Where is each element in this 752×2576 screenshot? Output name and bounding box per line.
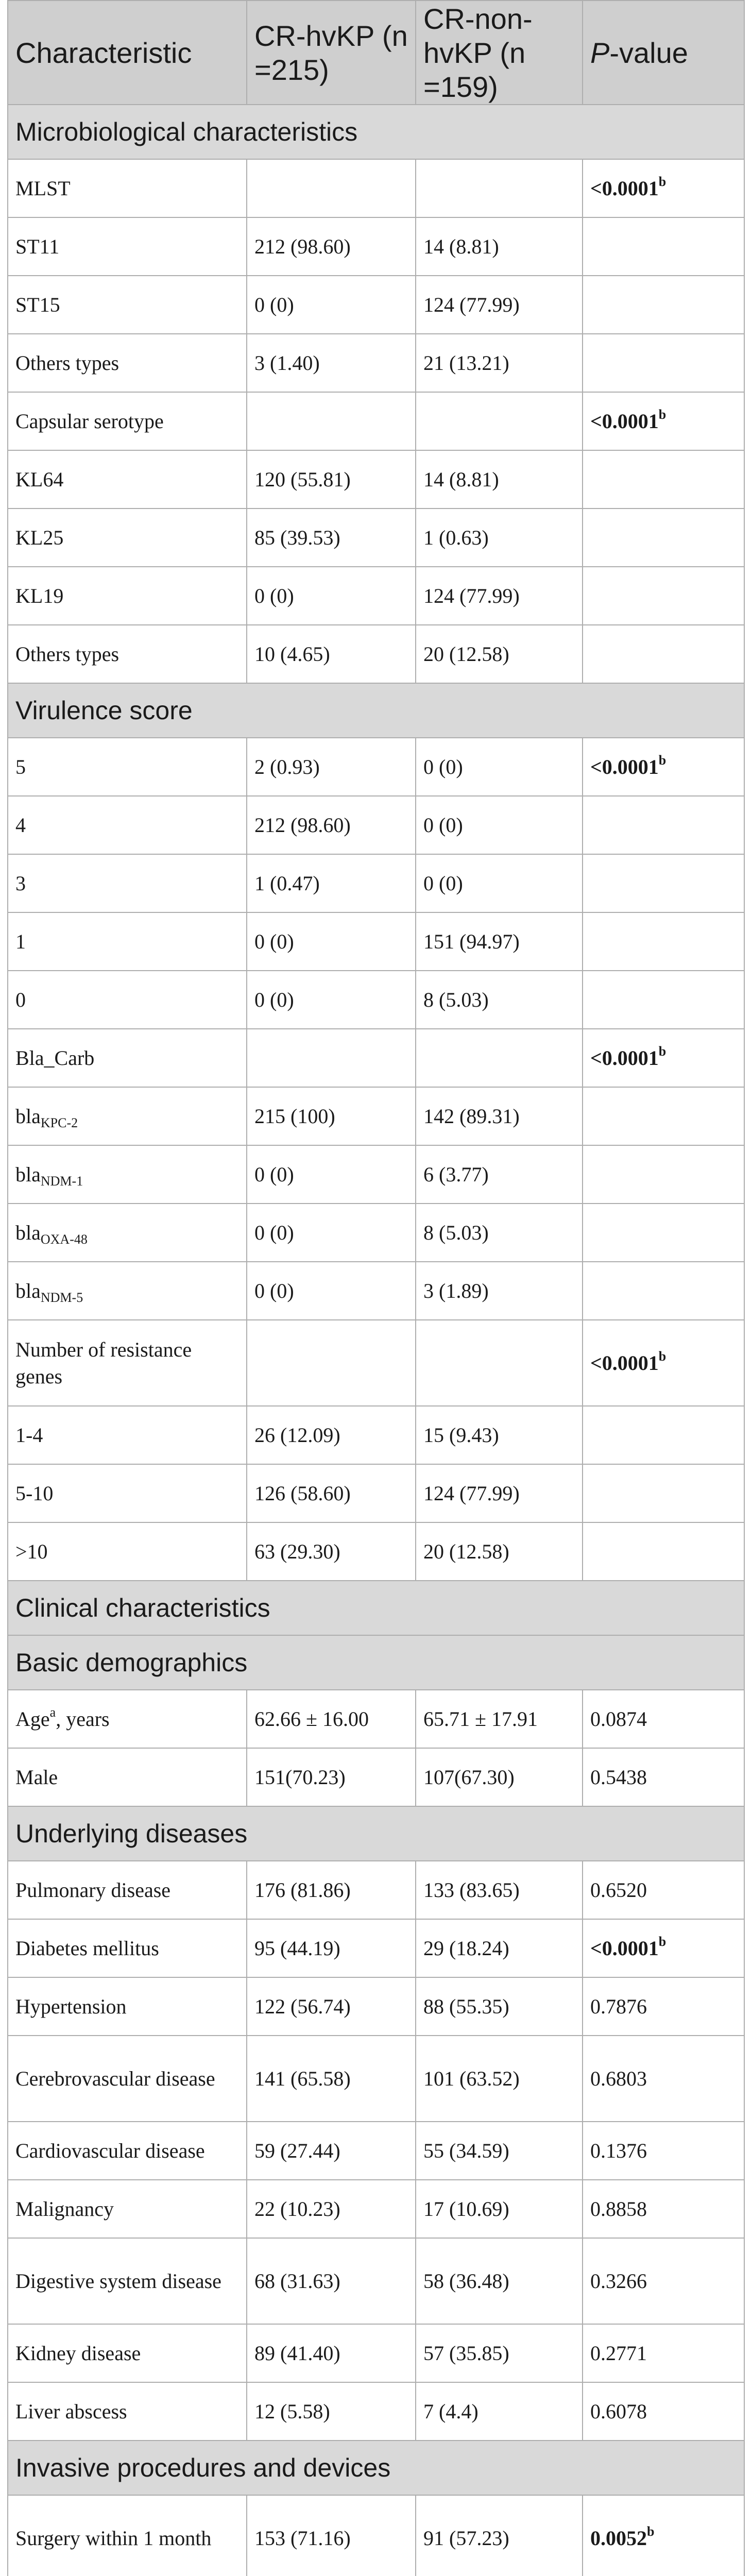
characteristics-table [7, 0, 745, 2576]
cell-characteristic: KL25 [8, 509, 247, 567]
cell-characteristic: 4 [8, 796, 247, 854]
section-label: Microbiological characteristics [8, 105, 744, 159]
table-row [8, 625, 744, 683]
cell-cr-hvkp [247, 159, 416, 217]
cell-characteristic: bla$_{KPC-2}$ [8, 1087, 247, 1145]
cell-p-value: <0.0001$^b$ [583, 1919, 744, 1977]
cell-p-value: 0.8858 [583, 2180, 744, 2238]
cell-cr-hvkp: 0 (0) [247, 1262, 416, 1320]
header-cr-non-hvkp: CR-non-hvKP (n =159) [416, 1, 583, 105]
cell-cr-hvkp: 0 (0) [247, 1204, 416, 1262]
table-row [8, 854, 744, 912]
cell-characteristic: 0 [8, 971, 247, 1029]
cell-characteristic: Kidney disease [8, 2324, 247, 2382]
table-row [8, 912, 744, 971]
cell-cr-hvkp: 26 (12.09) [247, 1406, 416, 1464]
cell-cr-hvkp: 120 (55.81) [247, 450, 416, 509]
cell-p-value [583, 1464, 744, 1522]
table-row [8, 738, 744, 796]
cell-characteristic: MLST [8, 159, 247, 217]
cell-cr-non-hvkp: 133 (83.65) [416, 1861, 583, 1919]
cell-p-value [583, 912, 744, 971]
cell-p-value [583, 509, 744, 567]
cell-characteristic: 5-10 [8, 1464, 247, 1522]
section-label: Clinical characteristics [8, 1581, 744, 1635]
cell-characteristic: ST11 [8, 217, 247, 276]
table-row [8, 1919, 744, 1977]
cell-p-value [583, 854, 744, 912]
table-row [8, 2238, 744, 2324]
cell-characteristic: bla$_{NDM-1}$ [8, 1145, 247, 1204]
cell-p-value [583, 334, 744, 392]
cell-cr-hvkp: 0 (0) [247, 567, 416, 625]
table-row [8, 1861, 744, 1919]
section-label: Invasive procedures and devices [8, 2441, 744, 2495]
cell-cr-non-hvkp: 21 (13.21) [416, 334, 583, 392]
cell-cr-hvkp: 89 (41.40) [247, 2324, 416, 2382]
cell-cr-hvkp: 22 (10.23) [247, 2180, 416, 2238]
cell-p-value [583, 1406, 744, 1464]
cell-cr-non-hvkp: 88 (55.35) [416, 1977, 583, 2036]
cell-p-value: 0.0052$^b$ [583, 2495, 744, 2576]
header-p-value: P-value [583, 1, 744, 105]
cell-p-value: 0.1376 [583, 2122, 744, 2180]
cell-cr-hvkp: 0 (0) [247, 971, 416, 1029]
cell-p-value [583, 971, 744, 1029]
cell-cr-non-hvkp: 65.71 ± 17.91 [416, 1690, 583, 1748]
cell-p-value: 0.2771 [583, 2324, 744, 2382]
cell-cr-hvkp: 215 (100) [247, 1087, 416, 1145]
cell-characteristic: Pulmonary disease [8, 1861, 247, 1919]
cell-cr-non-hvkp: 8 (5.03) [416, 971, 583, 1029]
cell-cr-hvkp: 176 (81.86) [247, 1861, 416, 1919]
cell-cr-hvkp: 95 (44.19) [247, 1919, 416, 1977]
cell-p-value: 0.3266 [583, 2238, 744, 2324]
cell-cr-non-hvkp: 0 (0) [416, 796, 583, 854]
table-row [8, 796, 744, 854]
cell-cr-hvkp: 0 (0) [247, 912, 416, 971]
table-row [8, 334, 744, 392]
cell-p-value [583, 276, 744, 334]
cell-cr-non-hvkp: 0 (0) [416, 854, 583, 912]
cell-cr-hvkp: 126 (58.60) [247, 1464, 416, 1522]
cell-characteristic: Bla_Carb [8, 1029, 247, 1087]
cell-characteristic: ST15 [8, 276, 247, 334]
cell-cr-non-hvkp [416, 1029, 583, 1087]
cell-cr-hvkp [247, 1029, 416, 1087]
table-row [8, 276, 744, 334]
cell-cr-hvkp: 68 (31.63) [247, 2238, 416, 2324]
cell-cr-non-hvkp: 58 (36.48) [416, 2238, 583, 2324]
section-row [8, 1635, 744, 1690]
cell-cr-hvkp: 141 (65.58) [247, 2036, 416, 2122]
cell-characteristic: Liver abscess [8, 2382, 247, 2441]
cell-cr-hvkp: 153 (71.16) [247, 2495, 416, 2576]
table-row [8, 1748, 744, 1806]
cell-cr-hvkp: 122 (56.74) [247, 1977, 416, 2036]
table-row [8, 1204, 744, 1262]
cell-characteristic: 1-4 [8, 1406, 247, 1464]
table-row [8, 2382, 744, 2441]
cell-cr-non-hvkp: 17 (10.69) [416, 2180, 583, 2238]
cell-p-value [583, 1204, 744, 1262]
cell-p-value: 0.6520 [583, 1861, 744, 1919]
section-row [8, 105, 744, 159]
header-characteristic: Characteristic [8, 1, 247, 105]
cell-p-value [583, 625, 744, 683]
table-row [8, 1690, 744, 1748]
cell-characteristic: KL64 [8, 450, 247, 509]
cell-cr-non-hvkp: 57 (35.85) [416, 2324, 583, 2382]
cell-cr-non-hvkp [416, 392, 583, 450]
cell-cr-hvkp: 85 (39.53) [247, 509, 416, 567]
table-container [7, 0, 744, 2576]
table-row [8, 1406, 744, 1464]
cell-characteristic: Others types [8, 625, 247, 683]
cell-p-value: <0.0001$^b$ [583, 1320, 744, 1406]
cell-p-value: 0.7876 [583, 1977, 744, 2036]
cell-characteristic: Malignancy [8, 2180, 247, 2238]
cell-cr-non-hvkp: 15 (9.43) [416, 1406, 583, 1464]
table-row [8, 450, 744, 509]
cell-characteristic: Male [8, 1748, 247, 1806]
table-row [8, 1522, 744, 1581]
cell-cr-non-hvkp: 1 (0.63) [416, 509, 583, 567]
cell-cr-hvkp: 59 (27.44) [247, 2122, 416, 2180]
cell-characteristic: 1 [8, 912, 247, 971]
section-label: Virulence score [8, 683, 744, 738]
cell-cr-hvkp [247, 1320, 416, 1406]
cell-cr-non-hvkp: 20 (12.58) [416, 625, 583, 683]
cell-p-value [583, 1087, 744, 1145]
cell-cr-hvkp: 0 (0) [247, 1145, 416, 1204]
header-cr-hvkp: CR-hvKP (n =215) [247, 1, 416, 105]
cell-characteristic: Cardiovascular disease [8, 2122, 247, 2180]
cell-p-value [583, 450, 744, 509]
cell-characteristic: Number of resistance genes [8, 1320, 247, 1406]
cell-cr-hvkp: 62.66 ± 16.00 [247, 1690, 416, 1748]
cell-cr-hvkp: 0 (0) [247, 276, 416, 334]
cell-characteristic: Surgery within 1 month [8, 2495, 247, 2576]
cell-characteristic: 5 [8, 738, 247, 796]
cell-cr-non-hvkp: 0 (0) [416, 738, 583, 796]
table-row [8, 392, 744, 450]
cell-p-value: <0.0001$^b$ [583, 1029, 744, 1087]
table-row [8, 1262, 744, 1320]
cell-cr-non-hvkp: 55 (34.59) [416, 2122, 583, 2180]
table-row [8, 971, 744, 1029]
cell-p-value: 0.0874 [583, 1690, 744, 1748]
table-row [8, 1464, 744, 1522]
cell-cr-non-hvkp [416, 159, 583, 217]
cell-cr-non-hvkp: 107(67.30) [416, 1748, 583, 1806]
cell-characteristic: 3 [8, 854, 247, 912]
table-row [8, 217, 744, 276]
cell-cr-non-hvkp: 7 (4.4) [416, 2382, 583, 2441]
cell-characteristic: Cerebrovascular disease [8, 2036, 247, 2122]
table-row [8, 1320, 744, 1406]
cell-cr-non-hvkp: 151 (94.97) [416, 912, 583, 971]
cell-characteristic: Hypertension [8, 1977, 247, 2036]
cell-p-value: <0.0001$^b$ [583, 392, 744, 450]
cell-cr-hvkp: 3 (1.40) [247, 334, 416, 392]
cell-characteristic: Age$^a$, years [8, 1690, 247, 1748]
cell-characteristic: Digestive system disease [8, 2238, 247, 2324]
table-row [8, 1029, 744, 1087]
section-row [8, 2441, 744, 2495]
cell-cr-hvkp [247, 392, 416, 450]
cell-p-value [583, 1262, 744, 1320]
cell-cr-hvkp: 63 (29.30) [247, 1522, 416, 1581]
cell-cr-non-hvkp: 124 (77.99) [416, 276, 583, 334]
header-row [8, 1, 744, 105]
cell-p-value: <0.0001$^b$ [583, 159, 744, 217]
cell-cr-non-hvkp: 3 (1.89) [416, 1262, 583, 1320]
cell-cr-non-hvkp: 8 (5.03) [416, 1204, 583, 1262]
cell-cr-hvkp: 1 (0.47) [247, 854, 416, 912]
section-row [8, 1581, 744, 1635]
cell-cr-hvkp: 12 (5.58) [247, 2382, 416, 2441]
cell-cr-non-hvkp: 20 (12.58) [416, 1522, 583, 1581]
cell-cr-non-hvkp: 6 (3.77) [416, 1145, 583, 1204]
cell-characteristic: bla$_{OXA-48}$ [8, 1204, 247, 1262]
cell-p-value: 0.5438 [583, 1748, 744, 1806]
cell-cr-non-hvkp [416, 1320, 583, 1406]
table-row [8, 2180, 744, 2238]
cell-cr-non-hvkp: 101 (63.52) [416, 2036, 583, 2122]
cell-p-value: <0.0001$^b$ [583, 738, 744, 796]
cell-p-value [583, 567, 744, 625]
cell-cr-hvkp: 212 (98.60) [247, 217, 416, 276]
table-row [8, 2495, 744, 2576]
cell-characteristic: Capsular serotype [8, 392, 247, 450]
cell-cr-non-hvkp: 142 (89.31) [416, 1087, 583, 1145]
table-row [8, 509, 744, 567]
cell-p-value [583, 796, 744, 854]
cell-cr-hvkp: 2 (0.93) [247, 738, 416, 796]
section-label: Basic demographics [8, 1635, 744, 1690]
cell-characteristic: >10 [8, 1522, 247, 1581]
cell-cr-non-hvkp: 14 (8.81) [416, 217, 583, 276]
section-label: Underlying diseases [8, 1806, 744, 1861]
table-row [8, 1087, 744, 1145]
cell-characteristic: Diabetes mellitus [8, 1919, 247, 1977]
table-row [8, 2036, 744, 2122]
cell-cr-non-hvkp: 124 (77.99) [416, 567, 583, 625]
cell-characteristic: KL19 [8, 567, 247, 625]
cell-cr-hvkp: 10 (4.65) [247, 625, 416, 683]
cell-p-value [583, 1522, 744, 1581]
cell-cr-hvkp: 151(70.23) [247, 1748, 416, 1806]
cell-cr-non-hvkp: 91 (57.23) [416, 2495, 583, 2576]
section-row [8, 683, 744, 738]
cell-p-value [583, 1145, 744, 1204]
section-row [8, 1806, 744, 1861]
table-row [8, 2122, 744, 2180]
cell-characteristic: bla$_{NDM-5}$ [8, 1262, 247, 1320]
cell-p-value: 0.6078 [583, 2382, 744, 2441]
table-row [8, 1145, 744, 1204]
table-row [8, 567, 744, 625]
cell-cr-non-hvkp: 29 (18.24) [416, 1919, 583, 1977]
cell-cr-non-hvkp: 124 (77.99) [416, 1464, 583, 1522]
cell-cr-hvkp: 212 (98.60) [247, 796, 416, 854]
cell-cr-non-hvkp: 14 (8.81) [416, 450, 583, 509]
table-row [8, 2324, 744, 2382]
table-row [8, 1977, 744, 2036]
cell-p-value: 0.6803 [583, 2036, 744, 2122]
table-row [8, 159, 744, 217]
cell-p-value [583, 217, 744, 276]
cell-characteristic: Others types [8, 334, 247, 392]
